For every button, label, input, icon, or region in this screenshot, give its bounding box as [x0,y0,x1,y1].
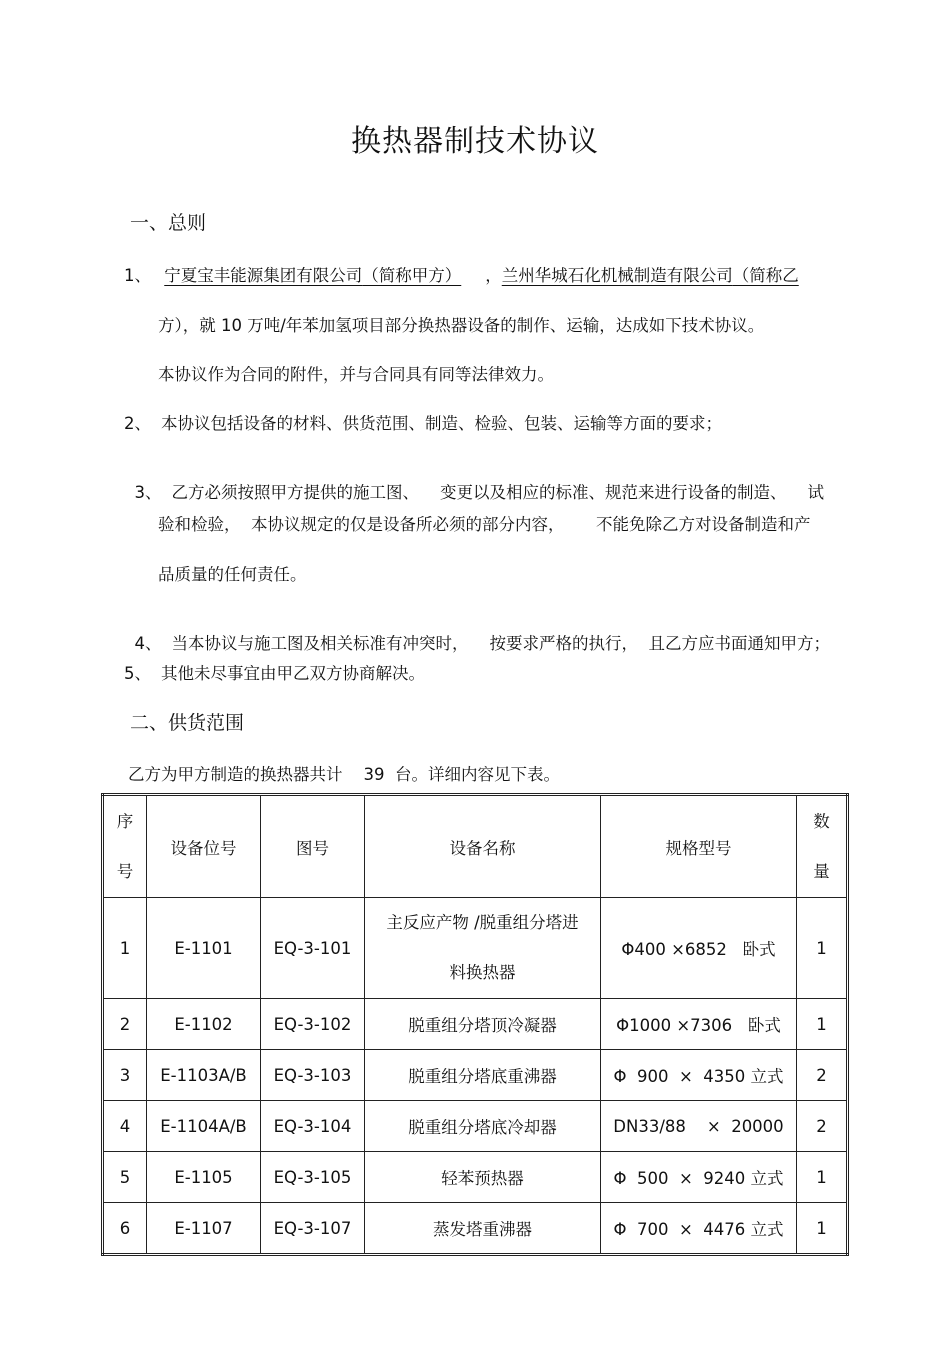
cell-drawing: EQ-3-102 [261,999,365,1050]
table-row [103,1050,848,1101]
cell-qty: 1 [797,1203,848,1255]
cell-spec: Φ 900 × 4350 立式 [601,1050,797,1101]
cell-qty: 1 [797,999,848,1050]
cell-tag: E-1101 [147,898,261,999]
cell-qty: 1 [797,1152,848,1203]
cell-seq: 1 [103,898,147,999]
clause-1-line-1 [124,262,799,286]
cell-seq: 5 [103,1152,147,1203]
clause-3-line-2: 验和检验， 本协议规定的仅是设备所必须的部分内容， 不能免除乙方对设备制造和产 [158,515,811,534]
cell-drawing: EQ-3-104 [261,1101,365,1152]
cell-spec: Φ 500 × 9240 立式 [601,1152,797,1203]
clause-1-line-2: 方），就 10 万吨/年苯加氢项目部分换热器设备的制作、运输，达成如下技术协议。 [158,316,765,335]
cell-name: 脱重组分塔顶冷凝器 [365,999,601,1050]
table-row [103,999,848,1050]
equipment-table [101,793,849,1256]
document-title: 换热器制技术协议 [351,124,599,159]
clause-text: 本协议包括设备的材料、供货范围、制造、检验、包装、运输等方面的要求； [161,414,722,433]
clause-number: 3、 [134,483,162,502]
cell-tag: E-1107 [147,1203,261,1255]
header-drawing: 图号 [261,795,365,898]
party-b-name: 兰州华城石化机械制造有限公司（简称乙 [501,266,799,285]
cell-name: 轻苯预热器 [365,1152,601,1203]
cell-seq: 2 [103,999,147,1050]
header-spec: 规格型号 [601,795,797,898]
cell-seq: 3 [103,1050,147,1101]
header-seq: 序 号 [103,795,147,898]
clause-text: 乙方必须按照甲方提供的施工图、 变更以及相应的标准、规范来进行设备的制造、 试 [171,483,824,502]
clause-3-line-1 [124,460,824,503]
party-a-name: 宁夏宝丰能源集团有限公司（简称甲方） [164,266,462,285]
cell-name: 蒸发塔重沸器 [365,1203,601,1255]
table-row [103,1203,848,1255]
header-qty: 数 量 [797,795,848,898]
cell-drawing: EQ-3-107 [261,1203,365,1255]
header-name: 设备名称 [365,795,601,898]
table-row [103,1152,848,1203]
clause-number: 1、 [124,266,151,285]
clause-3-line-3: 品质量的任何责任。 [158,565,307,584]
cell-tag: E-1104A/B [147,1101,261,1152]
clause-4 [124,611,830,654]
cell-tag: E-1102 [147,999,261,1050]
cell-qty: 2 [797,1050,848,1101]
clause-number: 2、 [124,414,151,433]
cell-spec: Φ1000 ×7306 卧式 [601,999,797,1050]
cell-drawing: EQ-3-101 [261,898,365,999]
clause-2 [124,410,722,434]
cell-name: 脱重组分塔底重沸器 [365,1050,601,1101]
section-2-heading: 二、供货范围 [130,712,245,734]
section-1-heading: 一、总则 [130,212,207,234]
clause-text: 其他未尽事宜由甲乙双方协商解决。 [161,664,425,683]
cell-drawing: EQ-3-105 [261,1152,365,1203]
cell-spec: DN33/88 × 20000 [601,1101,797,1152]
cell-name: 主反应产物 /脱重组分塔进 料换热器 [365,898,601,999]
cell-seq: 4 [103,1101,147,1152]
cell-spec: Φ 700 × 4476 立式 [601,1203,797,1255]
cell-tag: E-1103A/B [147,1050,261,1101]
clause-text: 当本协议与施工图及相关标准有冲突时， 按要求严格的执行， 且乙方应书面通知甲方； [171,634,830,653]
cell-qty: 2 [797,1101,848,1152]
table-header-row [103,795,848,898]
cell-tag: E-1105 [147,1152,261,1203]
clause-number: 4、 [134,634,162,653]
cell-name: 脱重组分塔底冷却器 [365,1101,601,1152]
cell-qty: 1 [797,898,848,999]
clause-5 [124,660,425,684]
cell-seq: 6 [103,1203,147,1255]
separator: ， [485,266,502,285]
table-row [103,898,848,999]
clause-number: 5、 [124,664,151,683]
header-tag: 设备位号 [147,795,261,898]
cell-drawing: EQ-3-103 [261,1050,365,1101]
cell-spec: Φ400 ×6852 卧式 [601,898,797,999]
table-row [103,1101,848,1152]
supply-intro: 乙方为甲方制造的换热器共计 39 台。详细内容见下表。 [128,765,560,784]
clause-1-line-3: 本协议作为合同的附件，并与合同具有同等法律效力。 [158,365,554,384]
